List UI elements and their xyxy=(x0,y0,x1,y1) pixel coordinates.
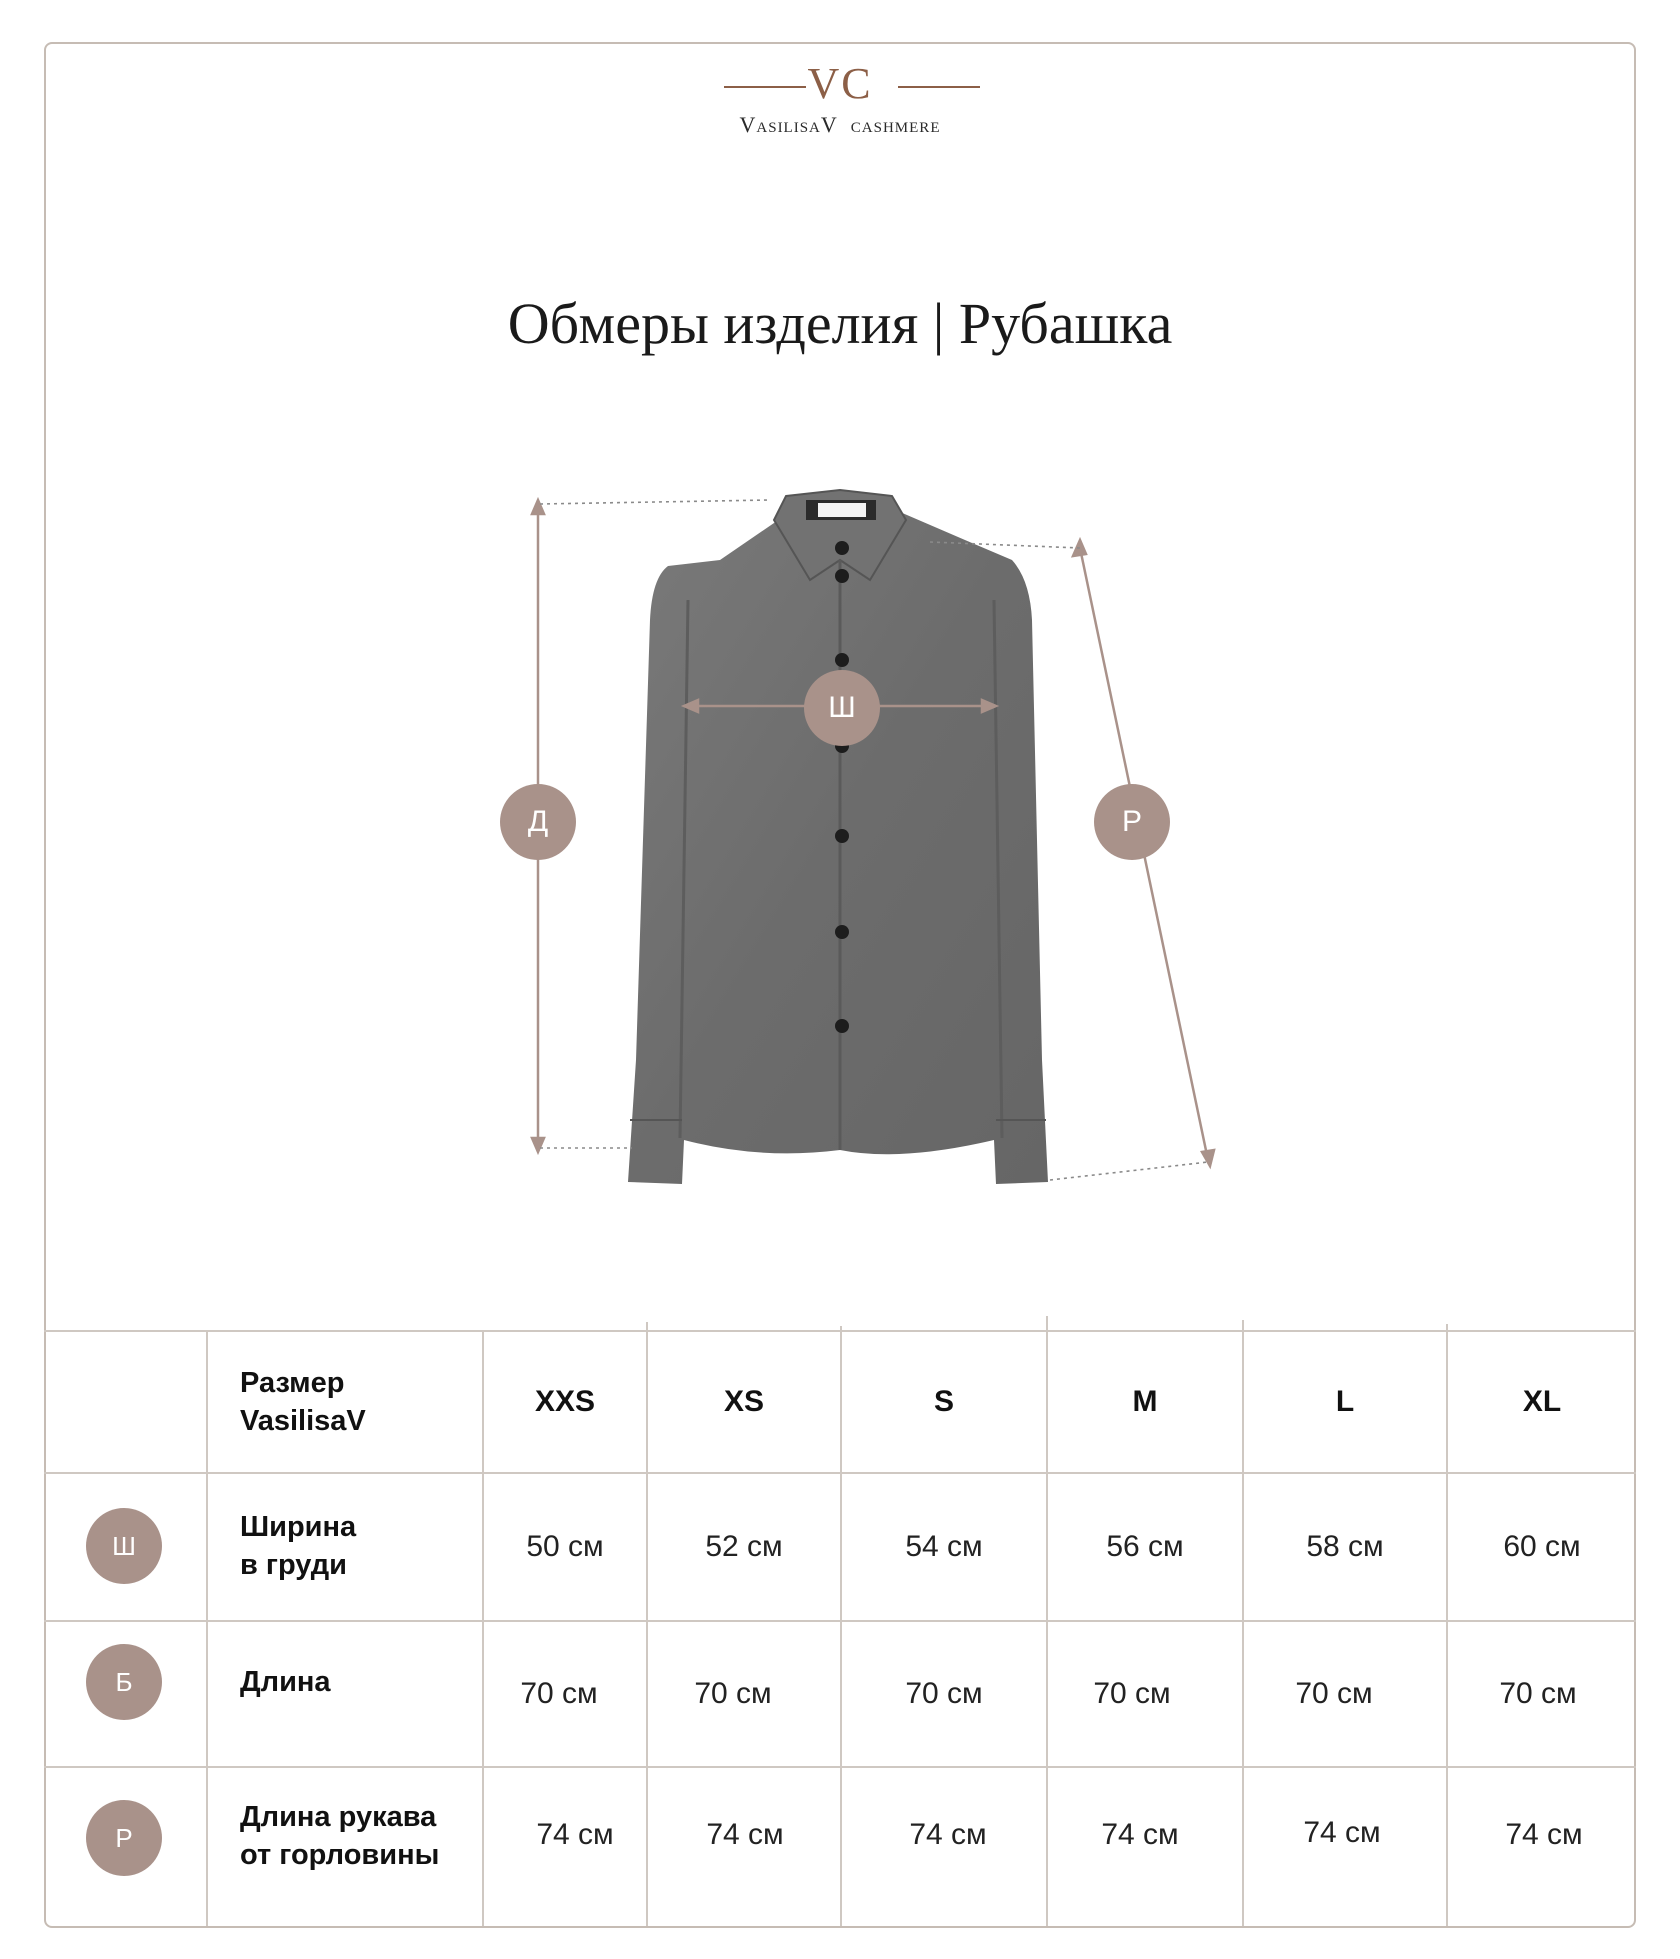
table-cell: 70 см xyxy=(905,1677,983,1710)
table-cell: 74 см xyxy=(1303,1816,1381,1849)
table-cell: 70 см xyxy=(1499,1677,1577,1710)
badge-length: Д xyxy=(500,784,576,860)
size-s: S xyxy=(933,1385,954,1418)
row-label-chest: Ширина в груди xyxy=(240,1511,357,1581)
size-l: L xyxy=(1335,1385,1355,1418)
brand-monogram: VC xyxy=(807,59,873,108)
table-cell: 54 см xyxy=(905,1530,983,1563)
size-m: M xyxy=(1132,1385,1158,1418)
table-cell: 56 см xyxy=(1106,1530,1184,1563)
row-label-sleeve: Длина рукава от горловины xyxy=(240,1801,440,1871)
brand-name: VasilisaV cashmere xyxy=(739,112,941,137)
table-cell: 74 см xyxy=(536,1818,614,1851)
table-cell: 74 см xyxy=(1101,1818,1179,1851)
table-cell: 74 см xyxy=(1505,1818,1583,1851)
row-badge-sleeve: Р xyxy=(86,1800,162,1876)
badge-chest: Ш xyxy=(804,670,880,746)
table-cell: 52 см xyxy=(705,1530,783,1563)
table-cell: 70 см xyxy=(1093,1677,1171,1710)
table-cell: 58 см xyxy=(1306,1530,1384,1563)
table-cell: 60 см xyxy=(1503,1530,1581,1563)
table-cell: 70 см xyxy=(694,1677,772,1710)
brand-label xyxy=(818,503,866,517)
table-cell: 74 см xyxy=(909,1818,987,1851)
row-badge-chest: Ш xyxy=(86,1508,162,1584)
size-xxs: XXS xyxy=(534,1385,596,1418)
table-cell: 70 см xyxy=(1295,1677,1373,1710)
table-cell: 50 см xyxy=(526,1530,604,1563)
table-cell: 74 см xyxy=(706,1818,784,1851)
table-col-1 xyxy=(206,1330,208,1926)
badge-sleeve: Р xyxy=(1094,784,1170,860)
row-label-length: Длина xyxy=(240,1666,331,1698)
page-title: Обмеры изделия | Рубашка xyxy=(507,291,1173,356)
row-badge-length: Б xyxy=(86,1644,162,1720)
size-header-label: Размер VasilisaV xyxy=(240,1367,366,1437)
table-cell: 70 см xyxy=(520,1677,598,1710)
size-xs: XS xyxy=(723,1385,765,1418)
size-xl: XL xyxy=(1522,1385,1562,1418)
